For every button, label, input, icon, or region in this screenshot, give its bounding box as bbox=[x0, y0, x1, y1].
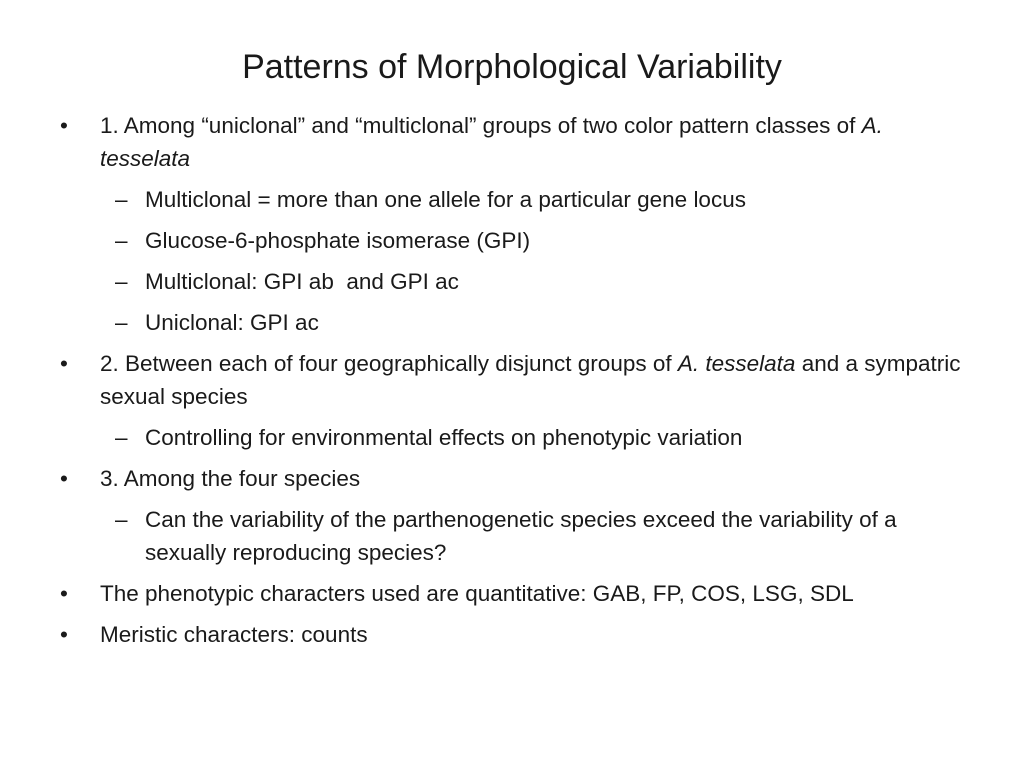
bullet-item bbox=[60, 618, 970, 651]
item-text: 2. Between each of four geographically disjunct groups of bbox=[100, 351, 678, 376]
item-text-tail: and a sympatric sexual species bbox=[100, 351, 961, 409]
dash-marker: – bbox=[115, 269, 128, 294]
bullet-marker: • bbox=[60, 622, 68, 647]
bullet-item bbox=[60, 577, 970, 610]
bullet-list bbox=[60, 109, 970, 659]
sub-bullet-item bbox=[60, 503, 970, 569]
item-species-name: A. tesselata bbox=[100, 113, 883, 171]
item-text: Multiclonal: GPI ab and GPI ac bbox=[145, 269, 459, 294]
item-text: The phenotypic characters used are quantitative: GAB, FP, COS, LSG, SDL bbox=[100, 581, 854, 606]
item-text: 3. Among the four species bbox=[100, 466, 361, 491]
item-text: 1. Among “uniclonal” and “multiclonal” groups of two color pattern classes of bbox=[100, 113, 862, 138]
bullet-marker: • bbox=[60, 351, 68, 376]
dash-marker: – bbox=[115, 425, 128, 450]
sub-bullet-item bbox=[60, 306, 970, 339]
bullet-marker: • bbox=[60, 466, 68, 491]
sub-bullet-item bbox=[60, 224, 970, 257]
item-text: Meristic characters: counts bbox=[100, 622, 368, 647]
sub-bullet-item bbox=[60, 183, 970, 216]
dash-marker: – bbox=[115, 228, 128, 253]
dash-marker: – bbox=[115, 507, 128, 532]
bullet-item bbox=[60, 347, 970, 413]
sub-bullet-item bbox=[60, 265, 970, 298]
bullet-item bbox=[60, 462, 970, 495]
item-text: Glucose-6-phosphate isomerase (GPI) bbox=[145, 228, 531, 253]
bullet-item bbox=[60, 109, 970, 175]
dash-marker: – bbox=[115, 187, 128, 212]
bullet-marker: • bbox=[60, 113, 68, 138]
slide-title: Patterns of Morphological Variability bbox=[242, 48, 782, 86]
bullet-marker: • bbox=[60, 581, 68, 606]
item-text: Controlling for environmental effects on phenotypic variation bbox=[145, 425, 743, 450]
dash-marker: – bbox=[115, 310, 128, 335]
sub-bullet-item bbox=[60, 421, 970, 454]
item-text: Multiclonal = more than one allele for a particular gene locus bbox=[145, 187, 746, 212]
item-text: Uniclonal: GPI ac bbox=[145, 310, 319, 335]
item-text: Can the variability of the parthenogenetic species exceed the variability of a sexually reproducing species? bbox=[145, 507, 897, 565]
item-species-name: A. tesselata bbox=[677, 351, 796, 376]
